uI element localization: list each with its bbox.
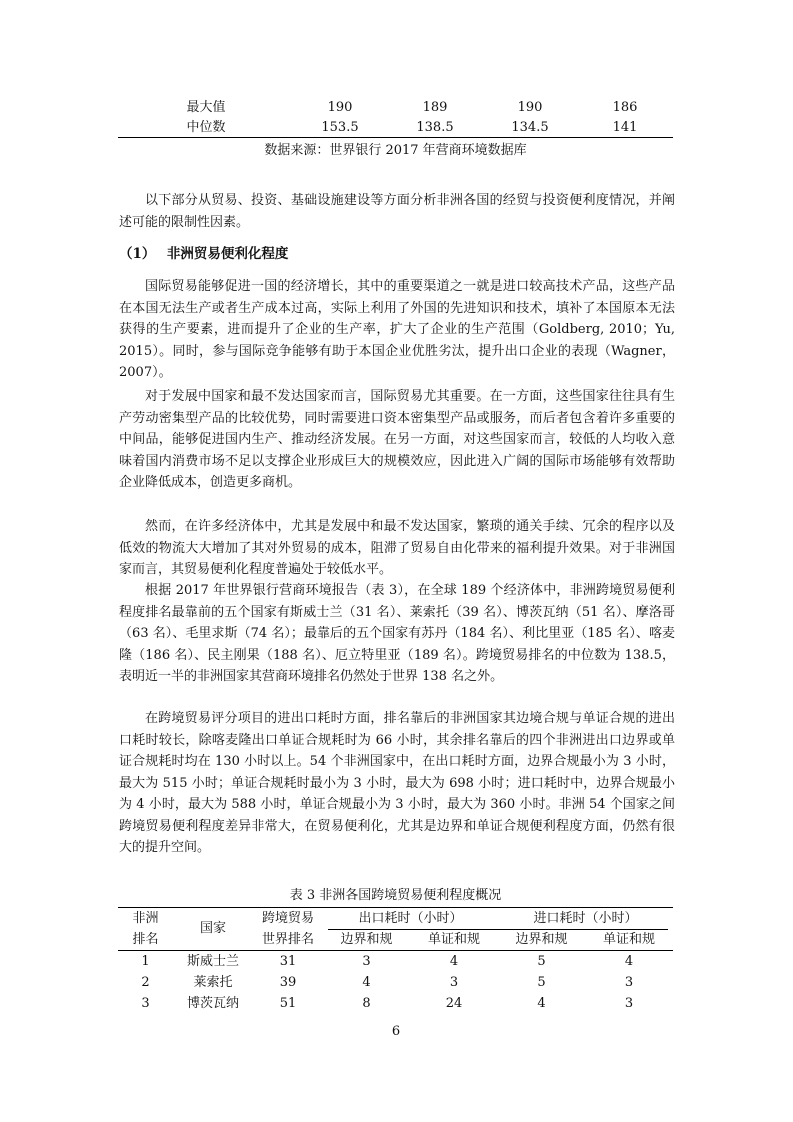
- intro-paragraph: 以下部分从贸易、投资、基础设施建设等方面分析非洲各国的经贸与投资便利度情况，并阐述可能的限制性因素。: [119, 193, 675, 230]
- cell-import-doc: 4: [624, 954, 634, 969]
- header-import-border: 边界和规: [515, 932, 568, 947]
- table-cell: 134.5: [511, 120, 549, 135]
- cell-export-border: 4: [362, 975, 371, 990]
- header-bottom-rule: [118, 950, 673, 951]
- header-world-line2: 世界排名: [261, 932, 314, 947]
- cell-export-border: 8: [362, 996, 371, 1011]
- table-bottom-rule: [118, 137, 673, 138]
- header-import-group: 进口耗时（小时）: [533, 911, 638, 926]
- header-export-group: 出口耗时（小时）: [358, 911, 463, 926]
- header-export-doc: 单证和规: [427, 932, 480, 947]
- cell-world-rank: 39: [279, 975, 297, 990]
- table-cell: 190: [517, 100, 543, 115]
- cell-export-doc: 3: [449, 975, 459, 990]
- table-cell: 189: [422, 100, 448, 115]
- table-caption: 表 3 非洲各国跨境贸易便利程度概况: [289, 888, 502, 903]
- header-rank-line2: 排名: [132, 932, 159, 947]
- table-cell: 141: [612, 120, 638, 135]
- cell-import-doc: 3: [624, 996, 634, 1011]
- table-cell: 190: [327, 100, 353, 115]
- header-import-doc: 单证和规: [602, 932, 655, 947]
- cell-country: 斯威士兰: [186, 954, 239, 969]
- body-paragraph-4: 根据 2017 年世界银行营商环境报告（表 3），在全球 189 个经济体中，非洲跨境贸易便利程度排名最靠前的五个国家有斯威士兰（31 名）、莱索托（39 名）、博茨瓦纳（51 名）、摩洛哥（63 名）、毛里求斯（74 名）；最靠后的五个国家有苏丹（184 名）、利比里亚（185 名）、喀麦隆（186 名）、民主刚果（188 名）、厄立特里亚（189 名）。跨境贸易排名的中位数为 138.5，表明近一半的非洲国家其营商环境排名仍然处于世界 138 名之外。: [119, 583, 675, 684]
- cell-import-border: 5: [537, 975, 546, 990]
- table-top-rule: [118, 907, 673, 908]
- cell-rank: 1: [141, 954, 150, 969]
- table-source-note: 数据来源：世界银行 2017 年营商环境数据库: [264, 143, 527, 158]
- row-label: 中位数: [186, 120, 226, 135]
- section-heading: （1） 非洲贸易便利化程度: [119, 246, 289, 262]
- header-rank-line1: 非洲: [132, 911, 159, 926]
- cell-export-border: 3: [362, 954, 371, 969]
- table-cell: 153.5: [321, 120, 359, 135]
- header-world-line1: 跨境贸易: [261, 911, 314, 926]
- cell-world-rank: 51: [279, 996, 297, 1011]
- cell-import-border: 5: [537, 954, 546, 969]
- body-paragraph-1: 国际贸易能够促进一国的经济增长，其中的重要渠道之一就是进口较高技术产品，这些产品在本国无法生产或者生产成本过高，实际上利用了外国的先进知识和技术，填补了本国原本无法获得的生产要素，进而提升了企业的生产率，扩大了企业的生产范围（Goldberg, 2010；Yu, 2015）。同时，参与国际竞争能够有助于本国企业优胜劣汰，提升出口企业的表现（Wagner，2007）。: [119, 279, 675, 380]
- body-paragraph-2: 对于发展中国家和最不发达国家而言，国际贸易尤其重要。在一方面，这些国家往往具有生产劳动密集型产品的比较优势，同时需要进口资本密集型产品或服务，而后者包含着许多重要的中间品，能够促进国内生产、推动经济发展。在另一方面，对这些国家而言，较低的人均收入意味着国内消费市场不足以支撑企业形成巨大的规模效应，因此进入广阔的国际市场能够有效帮助企业降低成本，创造更多商机。: [119, 389, 675, 490]
- header-country: 国家: [199, 921, 226, 936]
- row-label: 最大值: [186, 100, 226, 115]
- table-cell: 186: [612, 100, 638, 115]
- cell-rank: 3: [141, 996, 150, 1011]
- cell-world-rank: 31: [279, 954, 297, 969]
- page-number: 6: [391, 1024, 401, 1039]
- cell-rank: 2: [141, 975, 150, 990]
- header-export-border: 边界和规: [340, 932, 393, 947]
- cell-export-doc: 24: [445, 996, 463, 1011]
- cell-country: 博茨瓦纳: [186, 996, 239, 1011]
- cell-import-border: 4: [537, 996, 546, 1011]
- body-paragraph-3: 然而，在许多经济体中，尤其是发展中和最不发达国家，繁琐的通关手续、冗余的程序以及低效的物流大大增加了其对外贸易的成本，阻滞了贸易自由化带来的福利提升效果。对于非洲国家而言，其贸易便利化程度普遍处于较低水平。: [119, 519, 675, 577]
- cell-export-doc: 4: [449, 954, 459, 969]
- cell-import-doc: 3: [624, 975, 634, 990]
- cell-country: 莱索托: [193, 975, 233, 990]
- table-cell: 138.5: [416, 120, 454, 135]
- body-paragraph-5: 在跨境贸易评分项目的进出口耗时方面，排名靠后的非洲国家其边境合规与单证合规的进出口耗时较长，除喀麦隆出口单证合规耗时为 66 小时，其余排名靠后的四个非洲进出口边界或单证合规耗时均在 130 小时以上。54 个非洲国家中，在出口耗时方面，边界合规最小为 3 小时，最大为 515 小时；单证合规耗时最小为 3 小时，最大为 698 小时；进口耗时中，边界合规最小为 4 小时，最大为 588 小时，单证合规最小为 3 小时，最大为 360 小时。非洲 54 个国家之间跨境贸易便利程度差异非常大，在贸易便利化，尤其是边界和单证合规便利程度方面，仍然有很大的提升空间。: [119, 711, 675, 855]
